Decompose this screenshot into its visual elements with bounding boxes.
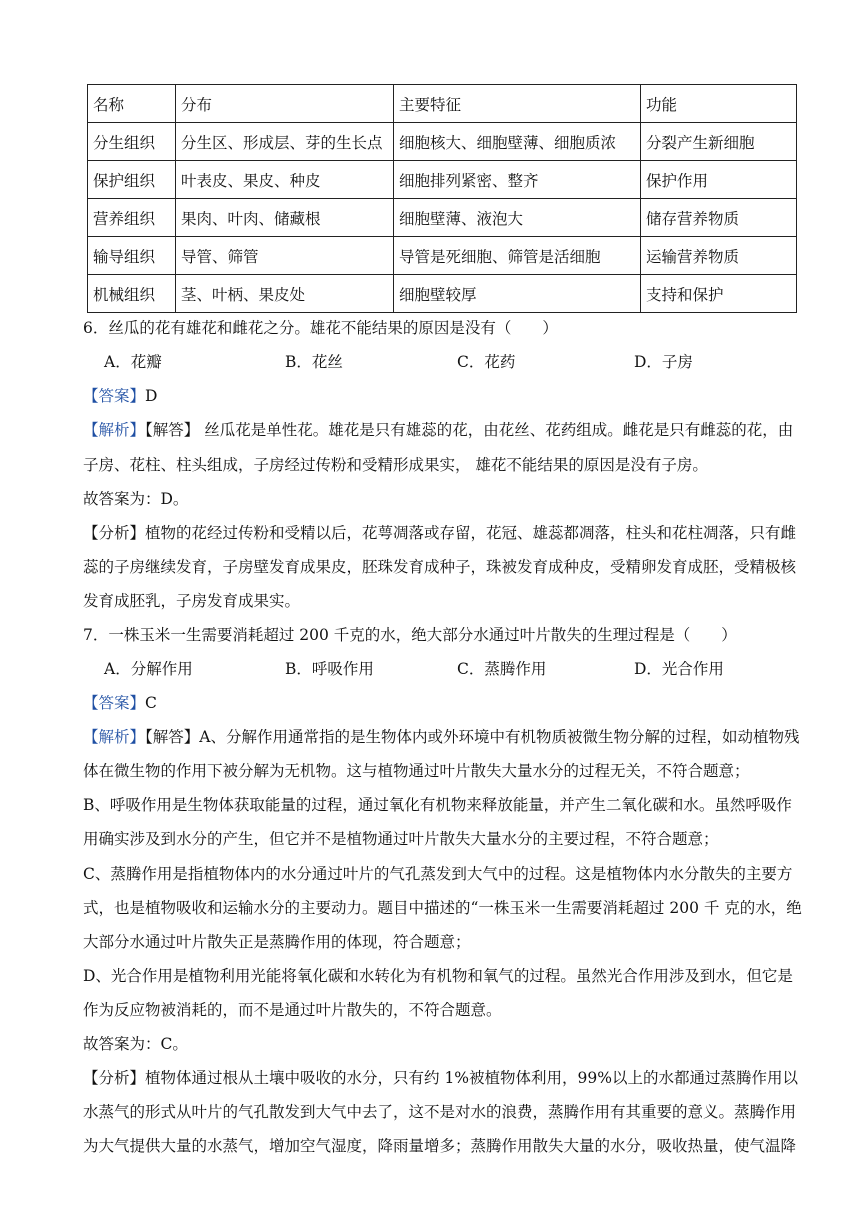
table-cell: 保护组织 (88, 161, 176, 199)
q7-analysis-line-2: 体在微生物的作用下被分解为无机物。这与植物通过叶片散失大量水分的过程无关，不符合题意； (83, 762, 750, 780)
q6-fenxi-line-2: 蕊的子房继续发育，子房壁发育成果皮，胚珠发育成种子，珠被发育成种皮，受精卵发育成胚，受精极核 (83, 558, 797, 576)
q6-option-d: D．子房 (634, 353, 693, 371)
table-row (88, 123, 797, 161)
table-cell: 细胞壁较厚 (394, 275, 641, 313)
q7-option-d: D．光合作用 (634, 660, 724, 678)
answer-tag: 【答案】 (83, 387, 146, 405)
table-cell: 运输营养物质 (641, 237, 797, 275)
q7-analysis-line-5: C、蒸腾作用是指植物体内的水分通过叶片的气孔蒸发到大气中的过程。这是植物体内水分散失的主要方 (83, 865, 793, 883)
q6-option-a: A．花瓣 (104, 353, 162, 371)
table-cell: 茎、叶柄、果皮处 (176, 275, 394, 313)
q7-option-a: A．分解作用 (104, 660, 193, 678)
table-cell: 导管、筛管 (176, 237, 394, 275)
table-cell: 果肉、叶肉、储藏根 (176, 199, 394, 237)
q7-analysis-line-8: D、光合作用是植物利用光能将氧化碳和水转化为有机物和氧气的过程。虽然光合作用涉及到水，但它是 (83, 967, 793, 985)
table-row (88, 199, 797, 237)
question-7-stem: 7．一株玉米一生需要消耗超过 200 千克的水，绝大部分水通过叶片散失的生理过程是（ ） (83, 626, 737, 644)
q6-answer-value: D (145, 387, 158, 405)
table-header-cell: 分布 (176, 85, 394, 123)
q7-analysis-line-9: 作为反应物被消耗的，而不是通过叶片散失的，不符合题意。 (83, 1001, 502, 1019)
answer-tag: 【答案】 (83, 694, 146, 712)
q6-answer-line (83, 386, 157, 406)
analysis-tag: 【解析】 (83, 728, 146, 746)
table-row (88, 275, 797, 313)
fenxi-tag: 【分析】 (83, 524, 146, 542)
q6-option-c: C．花药 (457, 353, 516, 371)
q6-analysis-line-2: 子房、花柱、柱头组成，子房经过传粉和受精形成果实， 雄花不能结果的原因是没有子房。 (83, 456, 708, 474)
table-cell: 导管是死细胞、筛管是活细胞 (394, 237, 641, 275)
fenxi-text: 植物体通过根从土壤中吸收的水分，只有约 1%被植物体利用，99%以上的水都通过蒸腾作用以 (145, 1069, 798, 1087)
table-cell: 分裂产生新细胞 (641, 123, 797, 161)
q7-answer-value: C (145, 694, 157, 712)
table-row (88, 237, 797, 275)
table-cell: 分生组织 (88, 123, 176, 161)
table-cell: 机械组织 (88, 275, 176, 313)
question-6-stem: 6．丝瓜的花有雄花和雌花之分。雄花不能结果的原因是没有（ ） (83, 319, 558, 337)
table-cell: 细胞壁薄、液泡大 (394, 199, 641, 237)
q7-analysis-line-10: 故答案为：C。 (83, 1035, 188, 1053)
table-cell: 储存营养物质 (641, 199, 797, 237)
table-cell: 细胞排列紧密、整齐 (394, 161, 641, 199)
q6-option-b: B．花丝 (285, 353, 343, 371)
table-cell: 细胞核大、细胞壁薄、细胞质浓 (394, 123, 641, 161)
q7-fenxi-line-3: 为大气提供大量的水蒸气，增加空气湿度，降雨量增多；蒸腾作用散失大量的水分，吸收热量，使气温降 (83, 1137, 797, 1155)
table-row (88, 161, 797, 199)
q7-answer-line (83, 693, 157, 713)
q7-fenxi-line-1 (83, 1068, 798, 1088)
table-header-cell: 名称 (88, 85, 176, 123)
analysis-tag: 【解析】 (83, 421, 146, 439)
analysis-text: 【解答】A、分解作用通常指的是生物体内或外环境中有机物质被微生物分解的过程，如动植物残 (145, 728, 800, 746)
q6-fenxi-line-1 (83, 523, 796, 543)
table-cell: 叶表皮、果皮、种皮 (176, 161, 394, 199)
q6-analysis-line-1 (83, 420, 793, 440)
table-cell: 保护作用 (641, 161, 797, 199)
q6-analysis-line-3: 故答案为：D。 (83, 490, 189, 508)
q7-analysis-line-3: B、呼吸作用是生物体获取能量的过程，通过氧化有机物来释放能量，并产生二氧化碳和水。虽然呼吸作 (83, 796, 792, 814)
q7-analysis-line-4: 用确实涉及到水分的产生，但它并不是植物通过叶片散失大量水分的主要过程，不符合题意； (83, 830, 719, 848)
q7-analysis-line-7: 大部分水通过叶片散失正是蒸腾作用的体现，符合题意； (83, 933, 471, 951)
q6-fenxi-line-3: 发育成胚乳，子房发育成果实。 (83, 592, 301, 610)
fenxi-tag: 【分析】 (83, 1069, 146, 1087)
q7-analysis-line-1 (83, 727, 799, 747)
table-header-cell: 主要特征 (394, 85, 641, 123)
table-cell: 分生区、形成层、芽的生长点 (176, 123, 394, 161)
table-cell: 支持和保护 (641, 275, 797, 313)
table-cell: 输导组织 (88, 237, 176, 275)
table-header-cell: 功能 (641, 85, 797, 123)
analysis-text: 【解答】 丝瓜花是单性花。雄花是只有雄蕊的花，由花丝、花药组成。雌花是只有雌蕊的花，由 (145, 421, 794, 439)
fenxi-text: 植物的花经过传粉和受精以后，花萼凋落或存留，花冠、雄蕊都凋落，柱头和花柱凋落，只有雌 (145, 524, 797, 542)
q7-fenxi-line-2: 水蒸气的形式从叶片的气孔散发到大气中去了，这不是对水的浪费，蒸腾作用有其重要的意义。蒸腾作用 (83, 1103, 797, 1121)
q7-option-b: B．呼吸作用 (285, 660, 374, 678)
plant-tissue-table (87, 84, 797, 313)
q7-analysis-line-6: 式，也是植物吸收和运输水分的主要动力。题目中描述的“一株玉米一生需要消耗超过 200 千 克的水，绝 (83, 899, 802, 917)
table-header-row (88, 85, 797, 123)
table-cell: 营养组织 (88, 199, 176, 237)
q7-option-c: C．蒸腾作用 (457, 660, 547, 678)
